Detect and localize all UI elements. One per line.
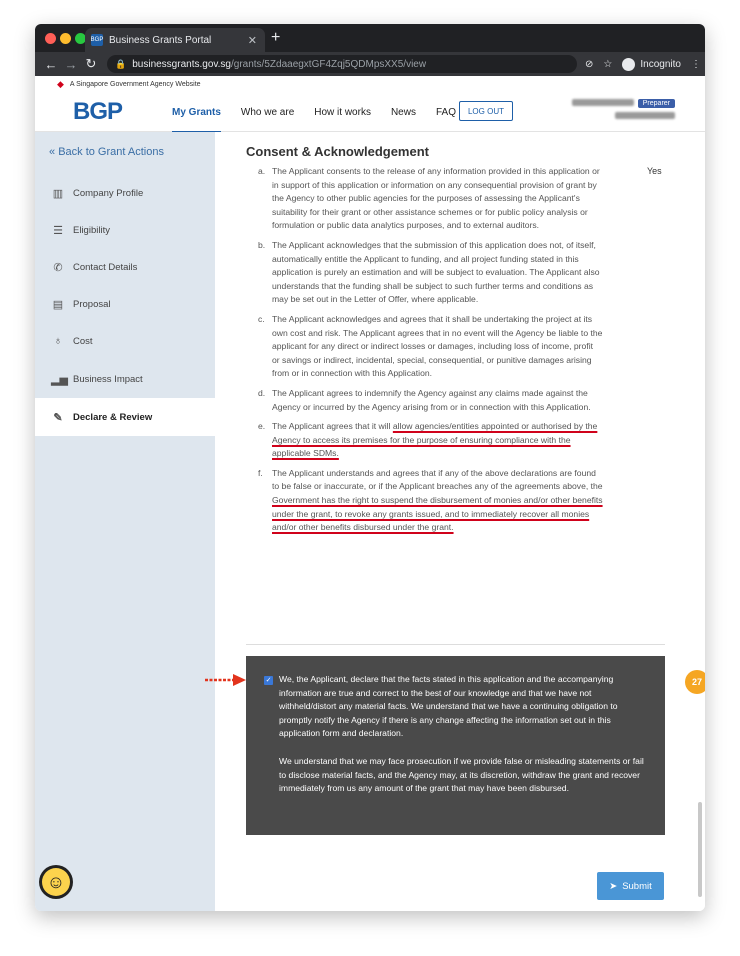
sidebar-item-label: Company Profile	[73, 187, 144, 199]
gov-masthead-text: A Singapore Government Agency Website	[69, 80, 201, 88]
clause-text: The Applicant acknowledges and agrees that it shall be undertaking the project at its own cost and risk. The Applicant agrees that in no event will the Agency be liable to the applicant for any direct or indirect losses or damages, including loss of income, profit or savings or indirect, incidental, special, consequential, or punitive damages arising from or in connection with this Application.	[272, 313, 603, 379]
incognito-icon	[622, 58, 635, 71]
sidebar-item-label: Cost	[73, 335, 93, 347]
declaration-checkbox[interactable]: ✓	[265, 676, 272, 684]
logout-button[interactable]: LOG OUT	[459, 101, 513, 121]
smiley-icon: ☺	[42, 868, 70, 896]
submit-label: Submit	[622, 880, 652, 892]
clause-text-highlighted: allow agencies/entities appointed or authorised by the Agency to access its premises for the purpose of ensuring compliance with the applicable SDMs.	[272, 421, 598, 459]
sidebar-item-label: Declare & Review	[73, 411, 153, 423]
clause-b	[258, 239, 603, 307]
more-menu-icon[interactable]: ⋮	[690, 58, 701, 70]
close-tab-icon[interactable]: ✕	[247, 34, 257, 47]
clause-text-highlighted: Government has the right to suspend the disbursement of monies and/or other benefits under the grant, to revoke any grants issued, and to immediately recover all monies and/or other benefits disbursed under the grant.	[272, 495, 603, 533]
sidebar-item-label: Business Impact	[73, 373, 143, 385]
role-badge: Preparer	[638, 99, 675, 108]
list-icon: ☰	[53, 224, 63, 237]
sidebar-item-declare-review[interactable]	[35, 398, 215, 436]
clause-label: f.	[258, 467, 263, 478]
sidebar-item-company-profile[interactable]	[35, 174, 215, 212]
clause-e	[258, 420, 603, 461]
site-header	[35, 92, 705, 132]
sidebar-item-label: Contact Details	[73, 261, 138, 273]
pen-icon: ✎	[53, 411, 63, 424]
redacted-user-name	[572, 99, 634, 106]
clause-label: e.	[258, 421, 266, 432]
declaration-text-1: We, the Applicant, declare that the facts stated in this application and the accompanying information are true and correct to the best of our knowledge and that we have not withheld/distort any material facts. We understand that we have a continuing obligation to promptly notify the Agency if there is any change affecting the information set out in this application form and declaration.	[279, 674, 618, 739]
nav-news[interactable]: News	[390, 106, 416, 118]
section-divider	[246, 644, 665, 645]
favicon-icon: BGP	[91, 34, 103, 46]
clause-text: The Applicant consents to the release of any information provided in this application or in support of this application or information on any consequential provision of grant by the Agency to other public agencies for the purposes of assessing the Applicant's suitability for their grant or other assistance schemes or for public policy analysis or formulation or public data analytics purposes, and to external auditors.	[272, 166, 600, 231]
gov-masthead	[35, 76, 705, 92]
user-info	[572, 98, 675, 120]
back-arrow-icon[interactable]: ←	[44, 56, 58, 72]
tab-title: Business Grants Portal	[109, 34, 212, 46]
redacted-company-name	[615, 112, 675, 119]
browser-tabbar	[35, 24, 705, 52]
bar-chart-icon: ▂▅	[51, 373, 68, 386]
sidebar-item-cost[interactable]	[35, 322, 215, 360]
clause-text	[272, 420, 603, 461]
url-domain: businessgrants.gov.sg	[132, 58, 231, 70]
clause-label: c.	[258, 313, 265, 324]
paper-plane-icon: ➤	[609, 880, 618, 892]
clause-c	[258, 313, 603, 381]
browser-tab[interactable]	[85, 28, 265, 52]
close-window-button[interactable]	[45, 33, 56, 44]
address-bar	[35, 52, 705, 76]
building-icon: ▥	[52, 187, 64, 200]
lock-icon: 🔒	[115, 58, 127, 69]
browser-window	[35, 24, 705, 911]
minimize-window-button[interactable]	[60, 33, 71, 44]
clause-text-plain: The Applicant agrees that it will	[272, 421, 393, 432]
sidebar-item-business-impact[interactable]	[35, 360, 215, 398]
feedback-smiley-button[interactable]	[39, 865, 73, 899]
clause-text: The Applicant agrees to indemnify the Agency against any claims made against the Agency or incurred by the Agency arising from or in connection with this Application.	[272, 387, 591, 412]
document-icon: ▤	[52, 298, 64, 311]
clause-d	[258, 387, 603, 414]
main-nav	[172, 92, 476, 132]
back-to-grant-actions-link[interactable]	[49, 146, 164, 158]
red-arrow-annotation-icon	[205, 673, 247, 687]
declaration-text-2: We understand that we may face prosecution if we provide false or misleading statements or fail to disclose material facts, and the Agency may, at its discretion, withdraw the grant and recover immediately from us any amount of the grant that may have been disbursed.	[279, 755, 644, 794]
url-field[interactable]	[107, 55, 577, 73]
clause-text: The Applicant acknowledges that the submission of this application does not, of itself, automatically entitle the Applicant to funding, and all project funding stated in this application is purely an estimation and will be subject to evaluation. The Applicant also understands that the funding shall be subject to such further terms and conditions as may be set out in the Letter of Offer, where applicable.	[272, 239, 600, 305]
clause-a	[258, 165, 603, 233]
star-icon[interactable]: ☆	[603, 58, 613, 70]
new-tab-icon[interactable]: +	[271, 29, 281, 46]
sidebar-item-label: Eligibility	[73, 224, 110, 236]
sidebar-item-label: Proposal	[73, 298, 111, 310]
nav-who-we-are[interactable]: Who we are	[240, 106, 295, 118]
forward-arrow-icon[interactable]: →	[64, 56, 78, 72]
nav-my-grants[interactable]: My Grants	[172, 92, 221, 132]
sidebar-item-proposal[interactable]	[35, 285, 215, 323]
sidebar-item-eligibility[interactable]	[35, 211, 215, 249]
clause-label: b.	[258, 239, 266, 250]
clause-text-plain: The Applicant understands and agrees that if any of the above declarations are found to be false or inaccurate, or if the Applicant breaches any of the agreements above, the	[272, 467, 603, 492]
declaration-box	[246, 656, 665, 835]
clause-label: d.	[258, 387, 266, 398]
submit-button[interactable]	[597, 872, 664, 900]
step-number-badge: 27	[685, 670, 705, 694]
scrollbar-thumb[interactable]	[698, 802, 702, 897]
sidebar	[35, 132, 215, 911]
section-title: Consent & Acknowledgement	[246, 144, 429, 159]
back-link-label: Back to Grant Actions	[58, 146, 164, 158]
piggy-bank-icon: ♁	[53, 335, 63, 347]
sidebar-item-contact-details[interactable]	[35, 248, 215, 286]
incognito-profile[interactable]	[622, 58, 681, 71]
incognito-label: Incognito	[640, 58, 681, 70]
nav-faq[interactable]: FAQ	[435, 106, 456, 118]
clause-f	[258, 467, 603, 535]
clause-text	[272, 467, 603, 535]
nav-how-it-works[interactable]: How it works	[314, 106, 371, 118]
consent-answer: Yes	[647, 166, 662, 176]
phone-icon: ✆	[53, 261, 63, 274]
double-chevron-left-icon: «	[49, 146, 56, 158]
eye-slash-icon[interactable]: ⊘	[585, 58, 594, 70]
clause-label: a.	[258, 166, 266, 176]
consent-clauses	[258, 165, 603, 541]
lion-head-icon: ◆	[57, 78, 64, 89]
url-path: /grants/5ZdaaegxtGF4Zqj5QDMpsXX5/view	[230, 58, 427, 70]
bgp-logo[interactable]: BGP	[73, 98, 123, 125]
reload-icon[interactable]: ↻	[85, 56, 97, 71]
main-content	[215, 132, 705, 911]
